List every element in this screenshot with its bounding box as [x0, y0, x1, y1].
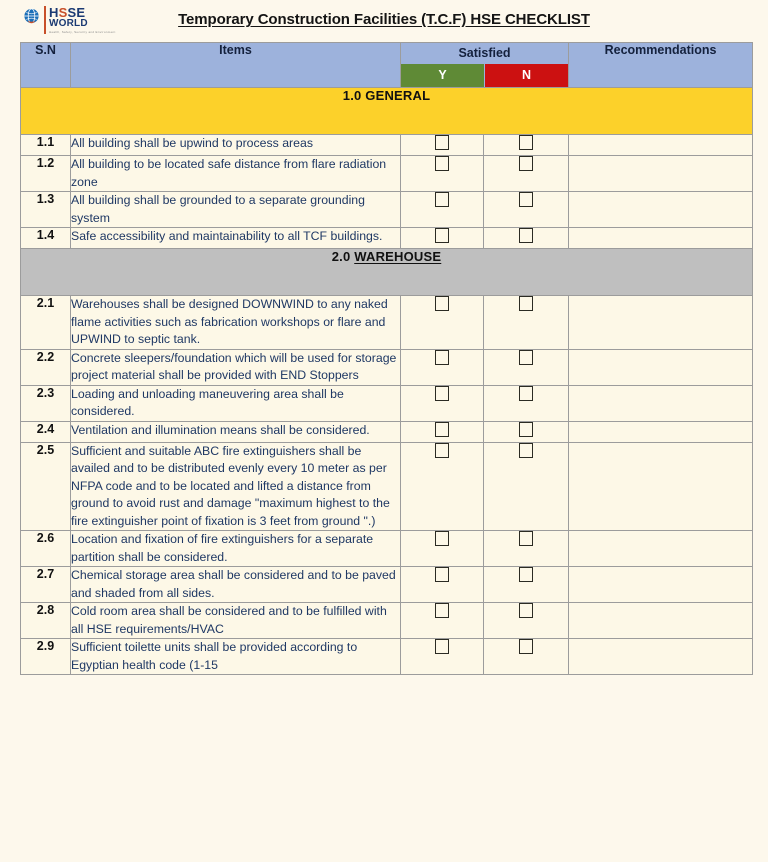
row-serial-number: 1.3	[21, 192, 71, 228]
table-row	[21, 531, 753, 567]
yes-checkbox-cell[interactable]	[401, 228, 484, 249]
no-checkbox-cell[interactable]	[484, 639, 569, 675]
row-item-text: Sufficient toilette units shall be provided according to Egyptian health code (1-15	[71, 639, 401, 675]
row-serial-number: 2.2	[21, 349, 71, 385]
row-item-text: All building shall be grounded to a separate grounding system	[71, 192, 401, 228]
row-item-text: Ventilation and illumination means shall be considered.	[71, 421, 401, 442]
column-header-sn: S.N	[21, 43, 71, 88]
no-checkbox[interactable]	[519, 192, 533, 207]
table-row	[21, 156, 753, 192]
table-header	[21, 43, 753, 88]
yes-no-header-row	[401, 64, 568, 87]
section-name: GENERAL	[365, 88, 431, 103]
table-row	[21, 192, 753, 228]
no-checkbox-cell[interactable]	[484, 135, 569, 156]
table-row	[21, 639, 753, 675]
page-header	[0, 0, 768, 42]
row-serial-number: 1.2	[21, 156, 71, 192]
table-row	[21, 567, 753, 603]
section-number: 2.0	[331, 249, 351, 264]
row-item-text: All building shall be upwind to process areas	[71, 135, 401, 156]
yes-checkbox-cell[interactable]	[401, 421, 484, 442]
no-checkbox-cell[interactable]	[484, 531, 569, 567]
row-serial-number: 2.5	[21, 442, 71, 531]
section-title	[21, 249, 753, 296]
brand-name-hsse: HSSE	[49, 5, 86, 20]
row-item-text: Cold room area shall be considered and to be fulfilled with all HSE requirements/HVAC	[71, 603, 401, 639]
yes-checkbox[interactable]	[435, 422, 449, 437]
recommendation-cell[interactable]	[569, 639, 753, 675]
row-serial-number: 2.6	[21, 531, 71, 567]
no-checkbox-cell[interactable]	[484, 296, 569, 350]
row-item-text: Loading and unloading maneuvering area shall be considered.	[71, 385, 401, 421]
no-checkbox[interactable]	[519, 135, 533, 150]
no-checkbox-cell[interactable]	[484, 349, 569, 385]
no-checkbox[interactable]	[519, 603, 533, 618]
yes-checkbox[interactable]	[435, 296, 449, 311]
recommendation-cell[interactable]	[569, 442, 753, 531]
row-serial-number: 1.1	[21, 135, 71, 156]
recommendation-cell[interactable]	[569, 296, 753, 350]
row-serial-number: 1.4	[21, 228, 71, 249]
yes-checkbox-cell[interactable]	[401, 385, 484, 421]
column-header-yes: Y	[401, 64, 485, 87]
checklist-container	[20, 42, 752, 675]
yes-checkbox[interactable]	[435, 567, 449, 582]
page-title: Temporary Construction Facilities (T.C.F) HSE CHECKLIST	[178, 11, 590, 28]
table-row	[21, 603, 753, 639]
yes-checkbox[interactable]	[435, 531, 449, 546]
row-item-text: Concrete sleepers/foundation which will be used for storage project material shall be provided with END Stoppers	[71, 349, 401, 385]
no-checkbox[interactable]	[519, 350, 533, 365]
recommendation-cell[interactable]	[569, 349, 753, 385]
section-header-row	[21, 249, 753, 296]
recommendation-cell[interactable]	[569, 228, 753, 249]
hse-checklist-table	[20, 42, 753, 675]
row-serial-number: 2.8	[21, 603, 71, 639]
recommendation-cell[interactable]	[569, 531, 753, 567]
section-header-row	[21, 88, 753, 135]
no-checkbox-cell[interactable]	[484, 603, 569, 639]
section-name: WAREHOUSE	[354, 249, 442, 264]
yes-checkbox[interactable]	[435, 386, 449, 401]
yes-checkbox[interactable]	[435, 192, 449, 207]
table-body	[21, 88, 753, 675]
row-serial-number: 2.9	[21, 639, 71, 675]
no-checkbox[interactable]	[519, 156, 533, 171]
table-row	[21, 349, 753, 385]
section-number: 1.0	[342, 88, 362, 103]
yes-checkbox[interactable]	[435, 156, 449, 171]
yes-checkbox[interactable]	[435, 135, 449, 150]
row-serial-number: 2.7	[21, 567, 71, 603]
recommendation-cell[interactable]	[569, 603, 753, 639]
no-checkbox[interactable]	[519, 639, 533, 654]
table-row	[21, 228, 753, 249]
no-checkbox[interactable]	[519, 531, 533, 546]
yes-checkbox-cell[interactable]	[401, 603, 484, 639]
no-checkbox[interactable]	[519, 228, 533, 243]
recommendation-cell[interactable]	[569, 156, 753, 192]
table-row	[21, 385, 753, 421]
no-checkbox-cell[interactable]	[484, 385, 569, 421]
yes-checkbox[interactable]	[435, 350, 449, 365]
recommendation-cell[interactable]	[569, 385, 753, 421]
yes-checkbox-cell[interactable]	[401, 349, 484, 385]
yes-checkbox-cell[interactable]	[401, 135, 484, 156]
yes-checkbox-cell[interactable]	[401, 567, 484, 603]
table-row	[21, 135, 753, 156]
no-checkbox[interactable]	[519, 443, 533, 458]
column-header-satisfied	[401, 43, 569, 88]
row-serial-number: 2.1	[21, 296, 71, 350]
row-item-text: All building to be located safe distance from flare radiation zone	[71, 156, 401, 192]
yes-checkbox-cell[interactable]	[401, 296, 484, 350]
column-header-no: N	[485, 64, 568, 87]
row-item-text: Chemical storage area shall be considered and to be paved and shaded from all sides.	[71, 567, 401, 603]
section-title	[21, 88, 753, 135]
no-checkbox[interactable]	[519, 567, 533, 582]
row-item-text: Safe accessibility and maintainability to all TCF buildings.	[71, 228, 401, 249]
recommendation-cell[interactable]	[569, 567, 753, 603]
satisfied-label: Satisfied	[458, 46, 511, 60]
yes-checkbox-cell[interactable]	[401, 531, 484, 567]
table-row	[21, 421, 753, 442]
no-checkbox[interactable]	[519, 296, 533, 311]
yes-checkbox[interactable]	[435, 443, 449, 458]
yes-checkbox-cell[interactable]	[401, 442, 484, 531]
no-checkbox-cell[interactable]	[484, 567, 569, 603]
no-checkbox[interactable]	[519, 386, 533, 401]
row-item-text: Location and fixation of fire extinguishers for a separate partition shall be considered.	[71, 531, 401, 567]
yes-checkbox-cell[interactable]	[401, 639, 484, 675]
recommendation-cell[interactable]	[569, 135, 753, 156]
column-header-recommendations: Recommendations	[569, 43, 753, 88]
no-checkbox[interactable]	[519, 422, 533, 437]
yes-checkbox-cell[interactable]	[401, 156, 484, 192]
yes-checkbox-cell[interactable]	[401, 192, 484, 228]
recommendation-cell[interactable]	[569, 421, 753, 442]
row-serial-number: 2.4	[21, 421, 71, 442]
no-checkbox-cell[interactable]	[484, 442, 569, 531]
row-serial-number: 2.3	[21, 385, 71, 421]
recommendation-cell[interactable]	[569, 192, 753, 228]
yes-checkbox[interactable]	[435, 639, 449, 654]
no-checkbox-cell[interactable]	[484, 156, 569, 192]
column-header-items: Items	[71, 43, 401, 88]
table-row	[21, 296, 753, 350]
row-item-text: Sufficient and suitable ABC fire extinguishers shall be availed and to be distributed evenly every 10 meter as per NFPA code and to be located and lifted a distance from ground to avoid rust and damage "maximum highest to the fire extinguisher point of fixation is 3 feet from ground ".)	[71, 442, 401, 531]
yes-checkbox[interactable]	[435, 603, 449, 618]
brand-tagline: Health, Safety, Security and Environment	[49, 30, 116, 34]
no-checkbox-cell[interactable]	[484, 192, 569, 228]
no-checkbox-cell[interactable]	[484, 421, 569, 442]
yes-checkbox[interactable]	[435, 228, 449, 243]
table-row	[21, 442, 753, 531]
row-item-text: Warehouses shall be designed DOWNWIND to any naked flame activities such as fabrication workshops or flare and UPWIND to septic tank.	[71, 296, 401, 350]
brand-name-world: WORLD	[49, 18, 88, 29]
no-checkbox-cell[interactable]	[484, 228, 569, 249]
